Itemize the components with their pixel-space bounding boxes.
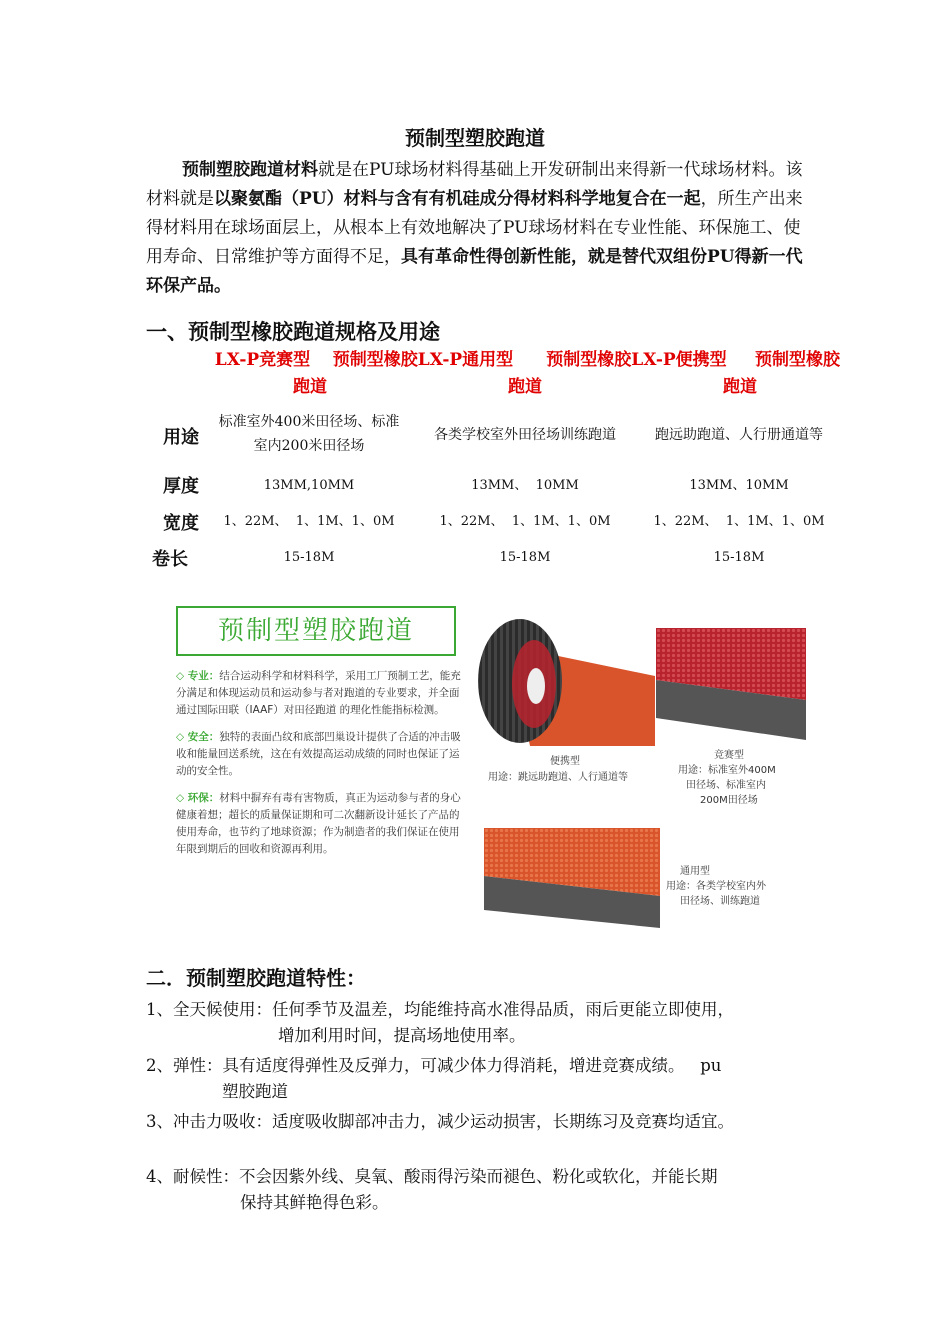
usage-cell-1-line1: 标准室外400米田径场、标准 [218,414,400,430]
caption-competition-line2: 田径场、标准室内 [686,780,766,791]
competition-track-image [656,628,806,740]
caption-competition-line3: 200M田径场 [700,795,758,806]
intro-bold-2: 以聚氨酯（PU）材料与含有有机硅成分得材料科学地复合在一起 [214,189,701,209]
caption-competition-usage: 用途：标准室外400M [678,765,776,776]
rolled-track-image [470,606,660,746]
caption-portable-title: 便携型 [550,756,580,767]
usage-cell-3: 跑远助跑道、人行册通道等 [655,427,823,443]
row-label-roll: 卷长 [152,549,188,570]
feature-item-2-line2: 塑胶跑道 [222,1082,288,1101]
figure-point-1-key: ◇ 专业： [176,670,220,682]
page-title: 预制型塑胶跑道 [405,126,545,150]
caption-portable-usage: 用途：跳远助跑道、人行通道等 [488,772,628,783]
feature-item-2 [146,1053,826,1105]
product-header-2: 预制型橡胶LX-P通用型 [332,350,514,370]
intro-bold-1: 预制塑胶跑道材料 [182,160,318,180]
feature-item-1-line2: 增加利用时间，提高场地使用率。 [278,1026,526,1045]
feature-item-3 [146,1109,836,1135]
product-header-3: 预制型橡胶LX-P便携型 [546,350,727,370]
figure-point-2-key: ◇ 安全： [176,731,220,743]
figure-point-3-text: 材料中摒弃有毒有害物质，真正为运动参与者的身心健康着想；超长的质量保证期和可二次翻新设计延长了产品的使用寿命，也节约了地球资源；作为制造者的我们保证在使用年限到期后的回收和资源再利用。 [176,792,461,855]
feature-item-3-line1: 3、冲击力吸收：适度吸收脚部冲击力，减少运动损害，长期练习及竞赛均适宜。 [146,1112,734,1131]
feature-item-2-line1: 2、弹性：具有适度得弹性及反弹力，可减少体力得消耗，增进竞赛成绩。 pu [146,1056,722,1075]
product-figure [170,598,860,938]
row-label-width: 宽度 [163,513,199,534]
product-header-1-sub: 跑道 [293,377,327,397]
figure-point-eco [176,790,466,858]
usage-cell-2: 各类学校室外田径场训练跑道 [434,427,616,443]
caption-competition-title: 竞赛型 [714,750,744,761]
product-header-3-sub: 跑道 [723,377,757,397]
row-label-usage: 用途 [163,427,199,448]
figure-point-professional [176,668,466,719]
width-cell-2: 1、22M、 1、1M、1、0M [439,514,611,529]
product-header-2-sub: 跑道 [508,377,542,397]
caption-general-line2: 田径场、训练跑道 [680,896,760,907]
figure-point-2-text: 独特的表面凸纹和底部凹巢设计提供了合适的冲击吸收和能量回送系统，这在有效提高运动成绩的同时也保证了运动的安全性。 [176,731,461,777]
figure-point-3-key: ◇ 环保： [176,792,220,804]
product-header-4: 预制型橡胶 [755,350,840,370]
thickness-cell-1: 13MM,10MM [263,478,355,493]
figure-banner: 预制型塑胶跑道 [176,606,456,656]
thickness-cell-3: 13MM、10MM [689,478,789,493]
intro-text-2: ，所生产出来得材料用在球场面层上，从根本上有效地解决了PU球场材料在专业性能、环保施工、使用寿命、日常维护等方面得不足， [146,189,803,267]
feature-item-4 [146,1164,826,1216]
caption-general-title: 通用型 [680,866,710,877]
intro-bold-3: 具有革命性得创新性能，就是替代双组份PU得新一代环保产品。 [146,247,803,296]
caption-general-usage: 用途：各类学校室内外 [666,881,766,892]
feature-item-1-line1: 1、全天候使用：任何季节及温差，均能维持高水准得品质，雨后更能立即使用， [146,1000,734,1019]
feature-item-1 [146,997,826,1049]
section-heading-2: 二．预制塑胶跑道特性： [146,966,366,990]
thickness-cell-2: 13MM、 10MM [471,478,579,493]
row-label-thickness: 厚度 [163,476,199,497]
feature-item-4-line2: 保持其鲜艳得色彩。 [240,1193,389,1212]
intro-paragraph [146,156,806,301]
general-track-image [484,828,660,928]
usage-cell-1-line2: 室内200米田径场 [253,438,365,454]
section-heading-1: 一、预制型橡胶跑道规格及用途 [146,319,440,344]
product-header-1-line1: LX-P竞赛型 [214,350,311,370]
width-cell-1: 1、22M、 1、1M、1、0M [223,514,395,529]
roll-cell-2: 15-18M [499,550,551,565]
usage-cell-1 [200,410,418,458]
figure-point-1-text: 结合运动科学和材料科学，采用工厂预制工艺，能充分满足和体现运动员和运动参与者对跑道的专业要求，并全面通过国际田联（IAAF）对田径跑道 的理化性能指标检测。 [176,670,461,716]
roll-cell-3: 15-18M [713,550,765,565]
width-cell-3: 1、22M、 1、1M、1、0M [653,514,825,529]
intro-text-1: 就是在PU球场材料得基础上开发研制出来得新一代球场材料。该材料就是 [146,160,803,209]
figure-point-safety [176,729,466,780]
feature-item-4-line1: 4、耐候性：不会因紫外线、臭氧、酸雨得污染而褪色、粉化或软化，并能长期 [146,1167,718,1186]
roll-cell-1: 15-18M [283,550,335,565]
figure-text-block [176,668,466,858]
